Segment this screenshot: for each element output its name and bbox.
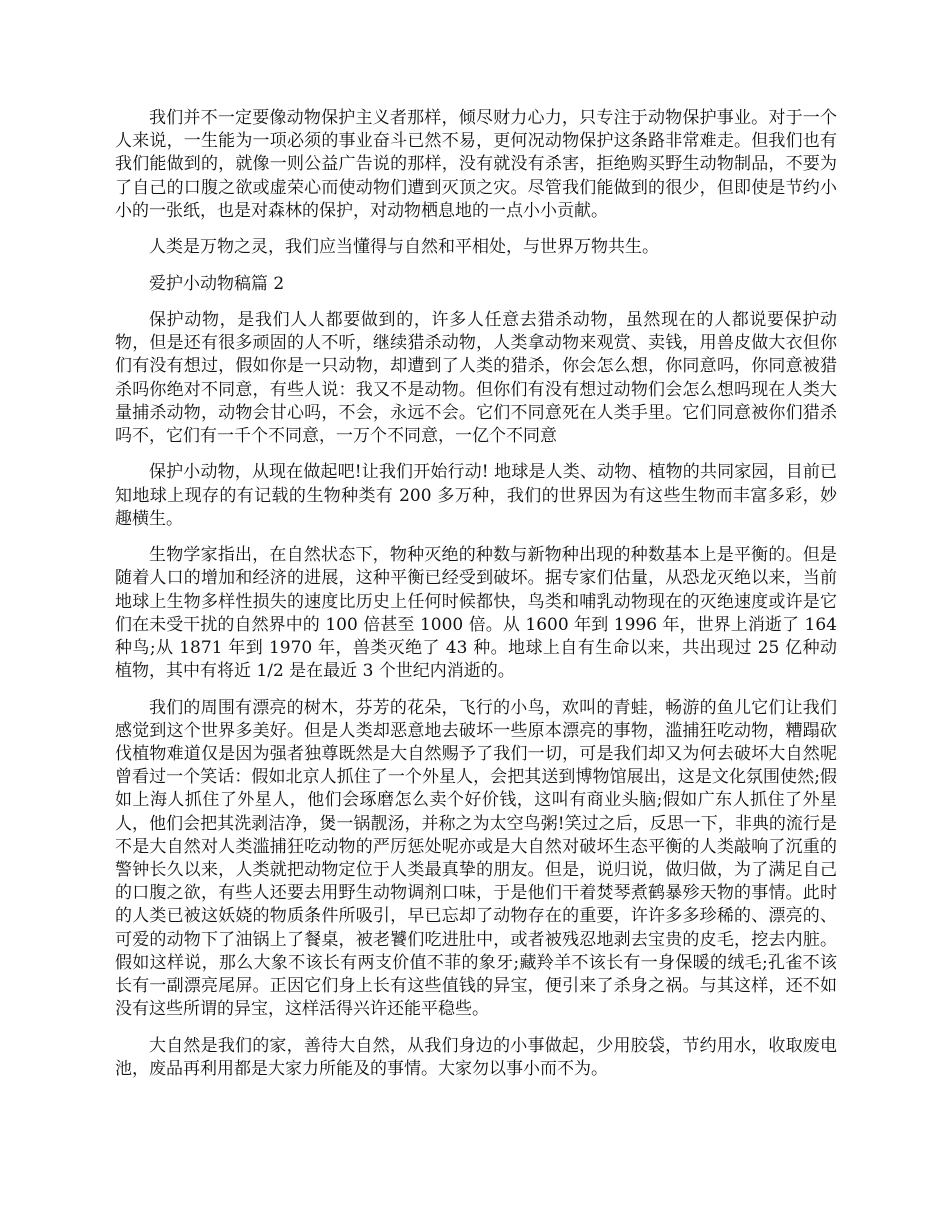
paragraph-harmony-with-nature: 人类是万物之灵，我们应当懂得与自然和平相处，与世界万物共生。 <box>149 237 659 258</box>
document-body <box>115 107 837 1094</box>
paragraph-extinction-facts: 生物学家指出，在自然状态下，物种灭绝的种数与新物种出现的种数基本上是平衡的。但是随着人口的增加和经济的进展，这种平衡已经受到破坏。据专家们估量，从恐龙灭绝以来，当前地球上生物多样性损失的速度比历史上任何时候都快，鸟类和哺乳动物现在的灭绝速度或许是它们在未受干扰的自然界中的 100 倍甚至 1000 倍。从 1600 年到 1996 年，世界上消逝了 164 种鸟;从 1871 年到 1970 年，兽类灭绝了 43 种。地球上自有生命以来，共出现过 25 亿种动植物，其中有将近 1/2 是在最近 3 个世纪内消逝的。 <box>115 545 837 682</box>
paragraph-destruction-of-nature: 我们的周围有漂亮的树木，芬芳的花朵，飞行的小鸟，欢叫的青蛙，畅游的鱼儿它们让我们感觉到这个世界多美好。但是人类却恶意地去破坏一些原本漂亮的事物，滥捕狂吃动物，糟蹋砍伐植物难道仅是因为强者独尊既然是大自然赐予了我们一切，可是我们却又为何去破坏大自然呢曾看过一个笑话：假如北京人抓住了一个外星人，会把其送到博物馆展出，这是文化氛围使然;假如上海人抓住了外星人，他们会琢磨怎么卖个好价钱，这叫有商业头脑;假如广东人抓住了外星人，他们会把其洗剥洁净，煲一锅靓汤，并称之为太空鸟粥!笑过之后，反思一下，非典的流行是不是大自然对人类滥捕狂吃动物的严厉惩处呢亦或是大自然对破坏生态平衡的人类敲响了沉重的警钟长久以来，人类就把动物定位于人类最真挚的朋友。但是，说归说，做归做，为了满足自己的口腹之欲，有些人还要去用野生动物调剂口味，于是他们干着焚琴煮鹤暴殄天物的事情。此时的人类已被这妖娆的物质条件所吸引，早已忘却了动物存在的重要，许许多多珍稀的、漂亮的、可爱的动物下了油锅上了餐桌，被老饕们吃进肚中，或者被残忍地剥去宝贵的皮毛，挖去内脏。假如这样说，那么大象不该长有两支价值不菲的象牙;藏羚羊不该长有一身保暖的绒毛;孔雀不该长有一副漂亮尾屏。正因它们身上长有这些值钱的异宝，便引来了杀身之祸。与其这样，还不如没有这些所谓的异宝，这样活得兴许还能平稳些。 <box>115 697 837 1020</box>
paragraph-protect-animals: 保护动物，是我们人人都要做到的，许多人任意去猎杀动物，虽然现在的人都说要保护动物，但是还有很多顽固的人不听，继续猎杀动物，人类拿动物来观赏、卖钱，用兽皮做大衣但你们有没有想过，假如你是一只动物，却遭到了人类的猎杀，你会怎么想，你同意吗，你同意被猎杀吗你绝对不同意，有些人说：我又不是动物。但你们有没有想过动物们会怎么想吗现在人类大量捕杀动物，动物会甘心吗，不会，永远不会。它们不同意死在人类手里。它们同意被你们猎杀吗不，它们有一千个不同意，一万个不同意，一亿个不同意 <box>115 309 837 446</box>
section-heading: 爱护小动物稿篇 2 <box>149 273 285 294</box>
paragraph-animal-protection-effort: 我们并不一定要像动物保护主义者那样，倾尽财力心力，只专注于动物保护事业。对于一个人来说，一生能为一项必须的事业奋斗已然不易，更何况动物保护这条路非常难走。但我们也有我们能做到的，就像一则公益广告说的那样，没有就没有杀害，拒绝购买野生动物制品，不要为了自己的口腹之欲或虚荣心而使动物们遭到灭顶之灾。尽管我们能做到的很少，但即使是节约小小的一张纸，也是对森林的保护，对动物栖息地的一点小小贡献。 <box>115 108 837 221</box>
paragraph-start-now: 保护小动物，从现在做起吧!让我们开始行动! 地球是人类、动物、植物的共同家园，目前已知地球上现存的有记载的生物种类有 200 多万种，我们的世界因为有这些生物而丰富多彩，妙趣横生。 <box>115 462 837 529</box>
paragraph-small-actions: 大自然是我们的家，善待大自然，从我们身边的小事做起，少用胶袋，节约用水，收取废电池，废品再利用都是大家力所能及的事情。大家勿以事小而不为。 <box>115 1035 837 1079</box>
